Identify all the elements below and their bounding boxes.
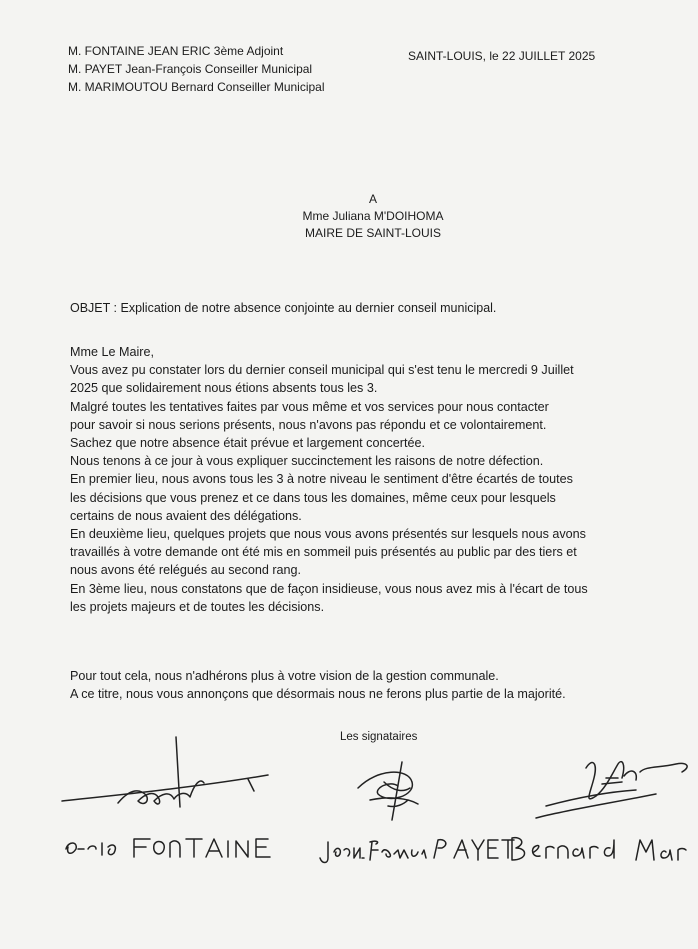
body-line: 2025 que solidairement nous étions absents tous les 3. (70, 381, 378, 396)
body-line: En premier lieu, nous avons tous les 3 à notre niveau le sentiment d'être écartés de toutes (70, 472, 573, 487)
sender-line-payet: M. PAYET Jean-François Conseiller Municipal (68, 62, 313, 76)
recipient-title: MAIRE DE SAINT-LOUIS (304, 226, 442, 240)
body-line: Malgré toutes les tentatives faites par vous même et vos services pour nous contacter (70, 399, 549, 414)
body-line: certains de nous avaient des délégations. (70, 508, 302, 523)
body-line: travaillés à votre demande ont été mis en sommeil puis présentés au public par des tiers et (70, 545, 577, 560)
signature-marimoutou (506, 748, 698, 878)
signatories-label: Les signataires (340, 731, 418, 743)
recipient-block (0, 191, 698, 242)
body-line: En 3ème lieu, nous constatons que de façon insidieuse, vous nous avez mis à l'écart de tous (70, 581, 588, 596)
body-line: les décisions que vous prenez et ce dans tous les domaines, même ceux pour lesquels (70, 490, 556, 505)
sender-line-fontaine: M. FONTAINE JEAN ERIC 3ème Adjoint (68, 44, 284, 58)
recipient-to: A (368, 192, 377, 206)
body-line: pour savoir si nous serions présents, nous n'avons pas répondu et ce volontairement. (70, 417, 547, 432)
body-line: nous avons été relégués au second rang. (70, 563, 302, 578)
body-line: Vous avez pu constater lors du dernier conseil municipal qui s'est tenu le mercredi 9 Juillet (70, 363, 574, 378)
body-line: Nous tenons à ce jour à vous expliquer succinctement les raisons de notre défection. (70, 454, 544, 469)
signature-payet (318, 758, 518, 878)
closing-line-1: Pour tout cela, nous n'adhérons plus à votre vision de la gestion communale. (70, 669, 499, 683)
greeting: Mme Le Maire, (70, 345, 154, 359)
body-line: Sachez que notre absence était prévue et largement concertée. (70, 436, 425, 451)
sender-block (68, 42, 325, 96)
subject-line: OBJET : Explication de notre absence conjointe au dernier conseil municipal. (70, 301, 497, 315)
sender-line-marimoutou: M. MARIMOUTOU Bernard Conseiller Municipal (68, 80, 325, 94)
letter-body (70, 343, 690, 616)
body-line: les projets majeurs et de toutes les décisions. (70, 599, 325, 614)
recipient-name: Mme Juliana M'DOIHOMA (302, 209, 444, 223)
closing-block (70, 667, 690, 703)
body-line: En deuxième lieu, quelques projets que nous vous avons présentés sur lesquels nous avons (70, 527, 586, 542)
closing-line-2: A ce titre, nous vous annonçons que désormais nous ne ferons plus partie de la majorité. (70, 687, 566, 702)
place-date: SAINT-LOUIS, le 22 JUILLET 2025 (408, 49, 596, 63)
signature-fontaine (58, 735, 288, 885)
